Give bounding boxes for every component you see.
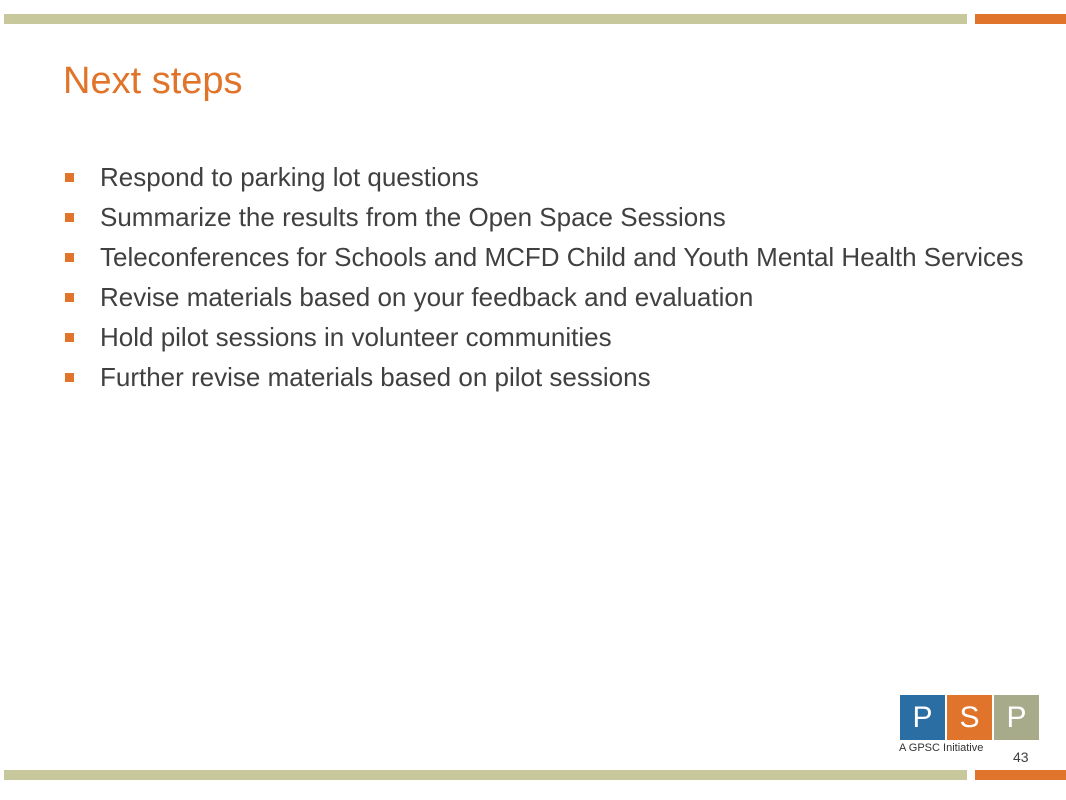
bullet-list (65, 161, 1025, 401)
bottom-rule-orange (975, 770, 1066, 780)
logo-letter-s: S (947, 695, 992, 740)
bullet-item (65, 241, 1025, 274)
bullet-text: Revise materials based on your feedback and evaluation (100, 282, 754, 312)
top-rule-olive (4, 14, 967, 24)
bullet-item (65, 201, 1025, 234)
slide-title: Next steps (63, 60, 243, 102)
bullet-item (65, 321, 1025, 354)
square-bullet-icon (65, 213, 74, 222)
bullet-text: Further revise materials based on pilot sessions (100, 362, 651, 392)
bullet-text: Hold pilot sessions in volunteer communities (100, 322, 612, 352)
logo-letter-p: P (900, 695, 945, 740)
bullet-item (65, 161, 1025, 194)
bullet-text: Respond to parking lot questions (100, 162, 479, 192)
square-bullet-icon (65, 373, 74, 382)
logo-tagline: A GPSC Initiative (899, 742, 984, 754)
bullet-text: Teleconferences for Schools and MCFD Child and Youth Mental Health Services (100, 242, 1024, 272)
bullet-item (65, 361, 1025, 394)
square-bullet-icon (65, 253, 74, 262)
square-bullet-icon (65, 293, 74, 302)
bullet-text: Summarize the results from the Open Space Sessions (100, 202, 726, 232)
logo-letter-p-second: P (994, 695, 1039, 740)
bullet-item (65, 281, 1025, 314)
top-rule-orange (975, 14, 1066, 24)
square-bullet-icon (65, 333, 74, 342)
bottom-rule-olive (4, 770, 967, 780)
square-bullet-icon (65, 173, 74, 182)
page-number: 43 (1013, 749, 1029, 765)
